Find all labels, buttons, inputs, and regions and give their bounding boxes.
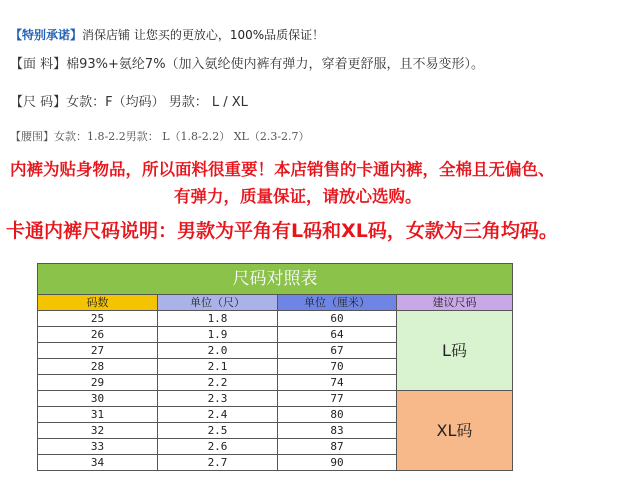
size-line [10, 91, 248, 110]
cell-cm: 90 [278, 455, 397, 471]
size-text: 女款：F（均码） 男款： L / XL [66, 95, 248, 110]
header-size-number: 码数 [38, 295, 158, 311]
cell-cm: 83 [278, 423, 397, 439]
cell-cm: 60 [278, 311, 397, 327]
cell-size-number: 33 [38, 439, 158, 455]
cell-size-number: 25 [38, 311, 158, 327]
cell-chi: 2.1 [158, 359, 278, 375]
cell-chi: 2.5 [158, 423, 278, 439]
notice-line-1: 内裤为贴身物品，所以面料很重要！本店销售的卡通内裤，全棉且无偏色、 [10, 160, 555, 179]
fabric-tag: 【面 料】 [10, 57, 67, 72]
waist-text: 女款：1.8-2.2男款： L（1.8-2.2） XL（2.3-2.7） [54, 130, 310, 143]
header-recommend: 建议尺码 [397, 295, 513, 311]
cell-cm: 74 [278, 375, 397, 391]
table-row [38, 311, 513, 327]
table-body [38, 311, 513, 471]
cell-size-number: 27 [38, 343, 158, 359]
promise-tag: 【特别承诺】 [10, 28, 83, 42]
cell-cm: 64 [278, 327, 397, 343]
cell-chi: 2.6 [158, 439, 278, 455]
cell-cm: 70 [278, 359, 397, 375]
cell-cm: 80 [278, 407, 397, 423]
size-chart-table [37, 263, 513, 471]
notice-line-2: 有弹力，质量保证，请放心选购。 [174, 187, 422, 206]
cell-chi: 1.9 [158, 327, 278, 343]
table-title: 尺码对照表 [38, 264, 513, 295]
cell-chi: 2.0 [158, 343, 278, 359]
cell-size-number: 32 [38, 423, 158, 439]
promise-line [10, 26, 324, 43]
recommend-l-cell: L码 [397, 311, 513, 391]
cell-chi: 2.7 [158, 455, 278, 471]
cell-size-number: 31 [38, 407, 158, 423]
cell-size-number: 30 [38, 391, 158, 407]
fabric-line [10, 53, 484, 72]
table-row [38, 391, 513, 407]
size-tag: 【尺 码】 [10, 95, 67, 110]
cell-cm: 67 [278, 343, 397, 359]
cell-chi: 2.3 [158, 391, 278, 407]
cell-size-number: 34 [38, 455, 158, 471]
promise-text: 消保店铺 让您买的更放心，100%品质保证！ [82, 28, 325, 42]
cell-cm: 87 [278, 439, 397, 455]
cell-chi: 1.8 [158, 311, 278, 327]
waist-line [10, 128, 310, 144]
cell-cm: 77 [278, 391, 397, 407]
cell-size-number: 26 [38, 327, 158, 343]
size-note: 卡通内裤尺码说明：男款为平角有L码和XL码，女款为三角均码。 [6, 220, 558, 242]
cell-chi: 2.4 [158, 407, 278, 423]
cell-size-number: 29 [38, 375, 158, 391]
waist-tag: 【腰围】 [10, 130, 54, 143]
header-chi: 单位（尺） [158, 295, 278, 311]
fabric-text: 棉93%+氨纶7%（加入氨纶使内裤有弹力，穿着更舒服，且不易变形）。 [66, 57, 485, 72]
header-cm: 单位（厘米） [278, 295, 397, 311]
recommend-xl-cell: XL码 [397, 391, 513, 471]
cell-size-number: 28 [38, 359, 158, 375]
cell-chi: 2.2 [158, 375, 278, 391]
